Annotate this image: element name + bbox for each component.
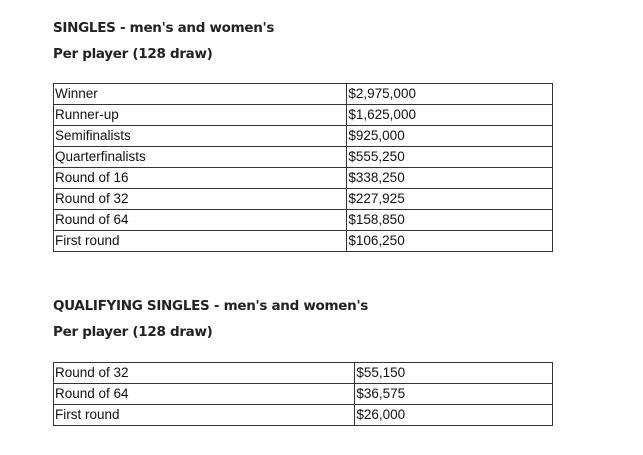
round-cell: Round of 32 bbox=[54, 363, 355, 384]
amount-cell: $925,000 bbox=[347, 126, 553, 147]
amount-cell: $2,975,000 bbox=[347, 84, 553, 105]
amount-cell: $338,250 bbox=[347, 168, 553, 189]
round-cell: Quarterfinalists bbox=[54, 147, 347, 168]
table-row bbox=[54, 168, 553, 189]
singles-prize-table bbox=[53, 83, 553, 252]
qualifying-prize-table bbox=[53, 362, 553, 426]
round-cell: Round of 64 bbox=[54, 384, 355, 405]
round-cell: Round of 32 bbox=[54, 189, 347, 210]
round-cell: Semifinalists bbox=[54, 126, 347, 147]
table-row bbox=[54, 363, 553, 384]
round-cell: Runner-up bbox=[54, 105, 347, 126]
round-cell: First round bbox=[54, 405, 355, 426]
round-cell: Winner bbox=[54, 84, 347, 105]
table-row bbox=[54, 126, 553, 147]
table-row bbox=[54, 384, 553, 405]
amount-cell: $555,250 bbox=[347, 147, 553, 168]
table-row bbox=[54, 231, 553, 252]
singles-title: SINGLES - men's and women's bbox=[53, 20, 275, 36]
round-cell: First round bbox=[54, 231, 347, 252]
table-row bbox=[54, 105, 553, 126]
table-row bbox=[54, 189, 553, 210]
table-row bbox=[54, 210, 553, 231]
amount-cell: $1,625,000 bbox=[347, 105, 553, 126]
qualifying-title: QUALIFYING SINGLES - men's and women's bbox=[53, 298, 369, 314]
table-row bbox=[54, 147, 553, 168]
amount-cell: $106,250 bbox=[347, 231, 553, 252]
amount-cell: $55,150 bbox=[355, 363, 553, 384]
round-cell: Round of 16 bbox=[54, 168, 347, 189]
amount-cell: $26,000 bbox=[355, 405, 553, 426]
amount-cell: $158,850 bbox=[347, 210, 553, 231]
qualifying-subtitle: Per player (128 draw) bbox=[53, 324, 213, 340]
singles-subtitle: Per player (128 draw) bbox=[53, 46, 213, 62]
round-cell: Round of 64 bbox=[54, 210, 347, 231]
table-row bbox=[54, 405, 553, 426]
amount-cell: $36,575 bbox=[355, 384, 553, 405]
table-row bbox=[54, 84, 553, 105]
amount-cell: $227,925 bbox=[347, 189, 553, 210]
